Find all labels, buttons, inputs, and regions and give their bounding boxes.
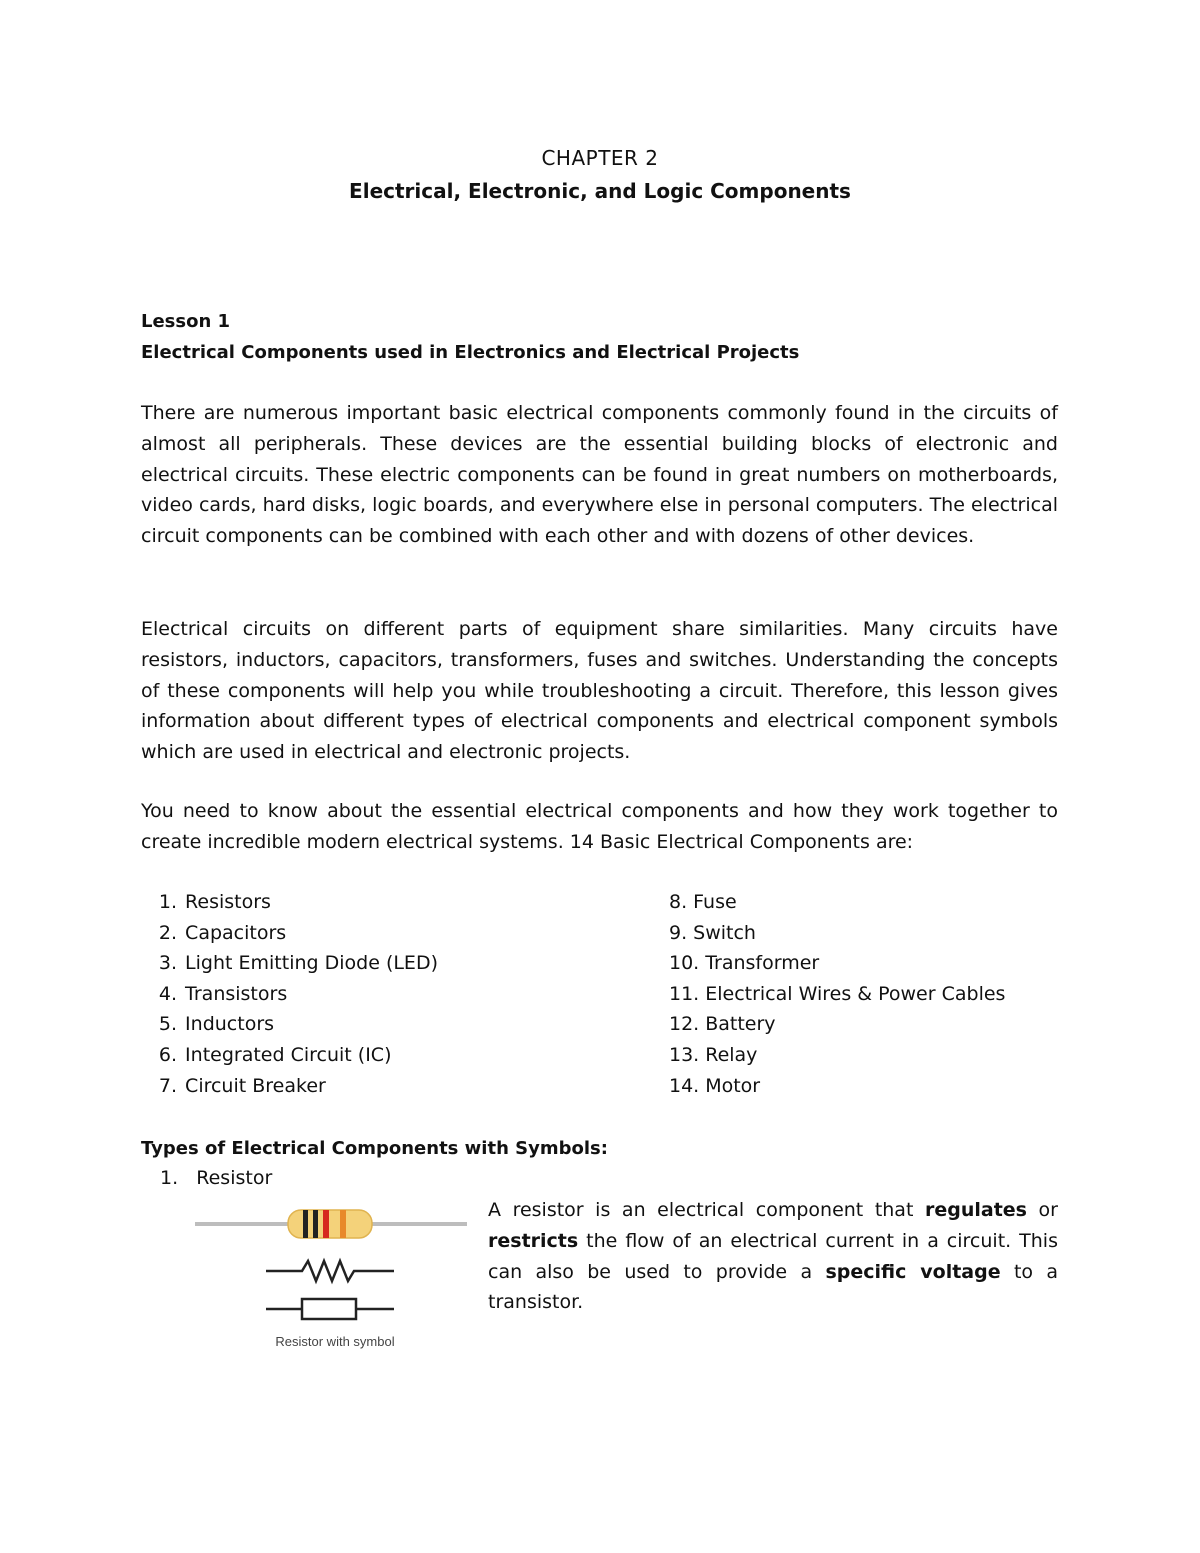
resistor-body bbox=[288, 1210, 372, 1238]
list-item: 11. Electrical Wires & Power Cables bbox=[669, 982, 1006, 1005]
paragraph-circuits: Electrical circuits on different parts of equipment share similarities. Many circuits have resistors, inductors, capacitors, transformers, fuses and switches. Understanding the concepts of these components will help you while troubleshooting a circuit. Therefore, this lesson gives information about different types of electrical components and electrical component symbols which are used in electrical and electronic projects. bbox=[141, 618, 1058, 764]
resistor-band-orange bbox=[340, 1210, 346, 1238]
resistor-band-black-2 bbox=[313, 1210, 318, 1238]
lesson-title: Electrical Components used in Electronics and Electrical Projects bbox=[141, 342, 800, 363]
chapter-number: CHAPTER 2 bbox=[541, 146, 659, 170]
lesson-number: Lesson 1 bbox=[141, 311, 231, 332]
list-item: 5. Inductors bbox=[158, 1013, 275, 1036]
resistor-caption: Resistor with symbol bbox=[275, 1334, 395, 1349]
resistor-label: Resistor bbox=[196, 1167, 273, 1189]
types-heading: Types of Electrical Components with Symbols: bbox=[141, 1138, 608, 1159]
resistor-zigzag-symbol bbox=[266, 1261, 394, 1281]
list-item: 13. Relay bbox=[669, 1043, 758, 1066]
paragraph-list-intro: You need to know about the essential electrical components and how they work together to create incredible modern electrical systems. 14 Basic Electrical Components are: bbox=[141, 800, 1058, 853]
list-item: 3. Light Emitting Diode (LED) bbox=[158, 952, 438, 975]
list-item: 1. Resistors bbox=[158, 891, 271, 913]
list-item: 4. Transistors bbox=[158, 982, 288, 1005]
list-item: 7. Circuit Breaker bbox=[158, 1074, 326, 1097]
paragraph-intro: There are numerous important basic electrical components commonly found in the circuits of almost all peripherals. These devices are the essential building blocks of electronic and electrical circuits. These electric components can be found in great numbers on motherboards, video cards, hard disks, logic boards, and everywhere else in personal computers. The electrical circuit components can be combined with each other and with dozens of other devices. bbox=[141, 402, 1058, 548]
list-item: 12. Battery bbox=[669, 1013, 776, 1036]
list-item: 14. Motor bbox=[669, 1074, 761, 1097]
list-item: 8. Fuse bbox=[669, 891, 737, 913]
resistor-heading bbox=[160, 1163, 272, 1193]
chapter-title: Electrical, Electronic, and Logic Components bbox=[349, 179, 851, 203]
list-item: 9. Switch bbox=[669, 921, 756, 944]
resistor-number: 1. bbox=[160, 1167, 179, 1189]
resistor-box-symbol bbox=[302, 1299, 356, 1319]
resistor-band-black bbox=[303, 1210, 308, 1238]
list-item: 10. Transformer bbox=[669, 952, 820, 975]
resistor-description: A resistor is an electrical component that regulates or restricts the flow of an electrical current in a circuit. This can also be used to provide a specific voltage to a transistor. bbox=[488, 1199, 1058, 1314]
list-item: 6. Integrated Circuit (IC) bbox=[158, 1043, 392, 1066]
resistor-band-red bbox=[323, 1210, 329, 1238]
components-list-left bbox=[141, 887, 601, 1101]
list-item: 2. Capacitors bbox=[158, 921, 287, 944]
components-list-right bbox=[669, 887, 1089, 1101]
